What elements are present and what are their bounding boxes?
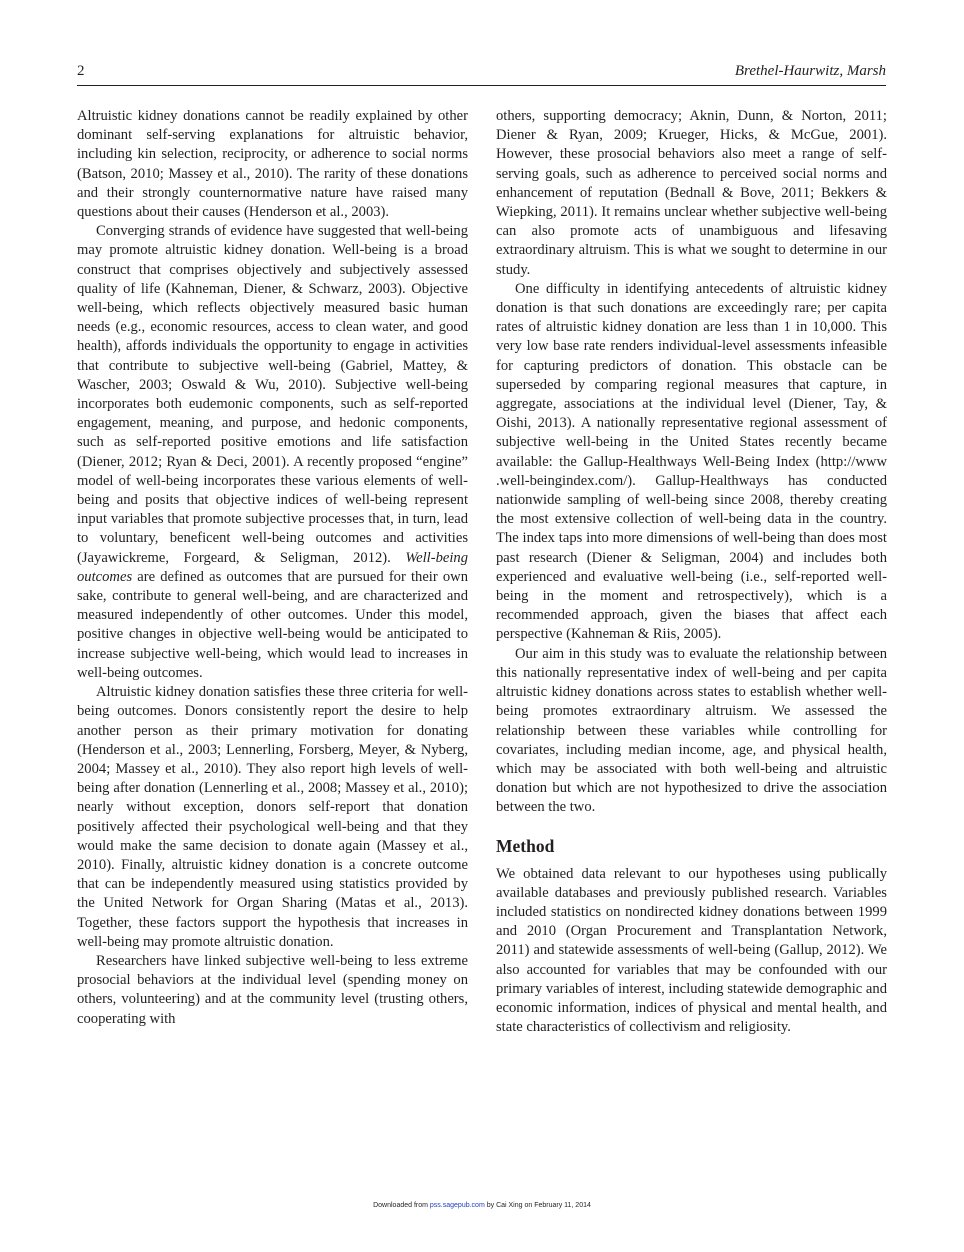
running-head-authors: Brethel-Haurwitz, Marsh [734, 63, 886, 79]
page-number: 2 [77, 63, 85, 79]
footer-link[interactable]: pss.sagepub.com [429, 1202, 485, 1209]
paragraph: Altruistic kidney donations cannot be readily explained by other dominant self-serving explanations for altruistic behavior, including kin selection, reciprocity, or adherence to social norms (Batson, 2010; Massey et al., 2010). The rarity of these donations and their strongly counternormative nature have raised many questions about their causes (Henderson et al., 2003). [77, 108, 468, 221]
right-column [496, 107, 887, 1037]
section-heading-method: Method [496, 835, 555, 856]
left-column [77, 107, 468, 1029]
paragraph: Researchers have linked subjective well-being to less extreme prosocial behaviors at the individual level (spending money on others, volunteering) and at the community level (trusting others, cooperating with [77, 952, 468, 1027]
paragraph-text: are defined as outcomes that are pursued for their own sake, contribute to general well-being, and are characterized and measured independently of other outcomes. Under this model, positive changes in objective well-being would be anticipated to increase subjective well-being, which would lead to increases in well-being outcomes. [77, 568, 468, 681]
paragraph [77, 222, 468, 683]
download-footer [0, 1202, 964, 1209]
header-rule [77, 85, 886, 86]
paragraph: Altruistic kidney donation satisfies these three criteria for well-being outcomes. Donors consistently report the desire to help another person as their primary motivation for donating (Henderson et al., 2003; Lennerling, Forsberg, Meyer, & Nyberg, 2004; Massey et al., 2010). They also report high levels of well-being after donation (Lennerling et al., 2008; Massey et al., 2010); nearly without exception, donors self-report that donation positively affected their psychological well-being and that they would make the same decision to donate again (Massey et al., 2010). Finally, altruistic kidney donation is a concrete outcome that can be independently measured using statistics provided by the United Network for Organ Sharing (Matas et al., 2013). Together, these factors support the hypothesis that increases in well-being may promote altruistic donation. [77, 684, 468, 950]
paragraph: One difficulty in identifying antecedents of altruistic kidney donation is that such donations are exceedingly rare; per capita rates of altruistic kidney donation are less than 1 in 10,000. This very low base rate renders individual-level assessments infeasible for capturing predictors of donation. This obstacle can be superseded by comparing regional measures that capture, in aggregate, associations at the individual level (Diener, Tay, & Oishi, 2013). A nationally representative regional assessment of subjective well-being in the United States recently became available: the Gallup-Healthways Well-Being Index (http://www .well-beingindex.com/). Gallup-Healthways has conducted nationwide sampling of well-being since 2008, thereby creating the most extensive collection of well-being data in the country. The index taps into more dimensions of well-being than does most past research (Diener & Seligman, 2004) and includes both experienced and evaluative well-being (i.e., self-reported well-being in the moment and retrospectively), which is a recommended approach, given the biases that affect each perspective (Kahneman & Riis, 2005). [496, 280, 887, 643]
paragraph: We obtained data relevant to our hypotheses using publically available databases and previously published research. Variables included statistics on nondirected kidney donations between 1999 and 2010 (Organ Procurement and Transplantation Network, 2011) and statewide assessments of well-being (Gallup, 2012). We also accounted for variables that may be confounded with our primary variables of interest, including statewide demographic and economic information, indices of physical and mental health, and state characteristics of collectivism and religiosity. [496, 865, 887, 1036]
paragraph-text: Converging strands of evidence have suggested that well-being may promote altruistic kidney donation. Well-being is a broad construct that comprises objectively and subjectively assessed quality of life (Kahneman, Diener, & Schwarz, 2003). Objective well-being, which reflects objectively measured basic human needs (e.g., economic resources, access to clean water, and good health), affords individuals the opportunity to engage in activities that contribute to subjective well-being (Gabriel, Mattey, & Wascher, 2003; Oswald & Wu, 2010). Subjective well-being incorporates both eudemonic components, such as self-reported engagement, meaning, and purpose, and hedonic components, such as self-reported positive emotions and life satisfaction (Diener, 2012; Ryan & Deci, 2001). A recently proposed “engine” model of well-being incorporates these various elements of well-being and posits that objective indices of well-being represent input variables that promote subjective processes that, in turn, lead to voluntary, beneficent well-being outcomes and activities (Jayawickreme, Forgeard, & Seligman, 2012). [77, 223, 468, 566]
paragraph: others, supporting democracy; Aknin, Dunn, & Norton, 2011; Diener & Ryan, 2009; Krueger, Hicks, & McGue, 2001). However, these prosocial behaviors also meet a range of self-serving goals, such as adherence to perceived social norms and enhancement of reputation (Bednall & Bove, 2011; Bekkers & Wiepking, 2011). It remains unclear whether subjective well-being can also promote acts of unambiguous and lifesaving extraordinary altruism. This is what we sought to determine in our study. [496, 108, 887, 278]
paragraph: Our aim in this study was to evaluate the relationship between this nationally representative index of well-being and per capita altruistic kidney donations across states to establish whether well-being promotes extraordinary altruism. We assessed the relationship between these variables while controlling for covariates, including median income, age, and physical health, which may be associated with both well-being and altruistic donation but which are not hypothesized to drive the association between the two. [496, 645, 887, 816]
emphasized-term: Well-being outcomes [77, 549, 468, 585]
footer-prefix: Downloaded from [373, 1202, 430, 1209]
footer-suffix: by Cai Xing on February 11, 2014 [484, 1202, 591, 1209]
